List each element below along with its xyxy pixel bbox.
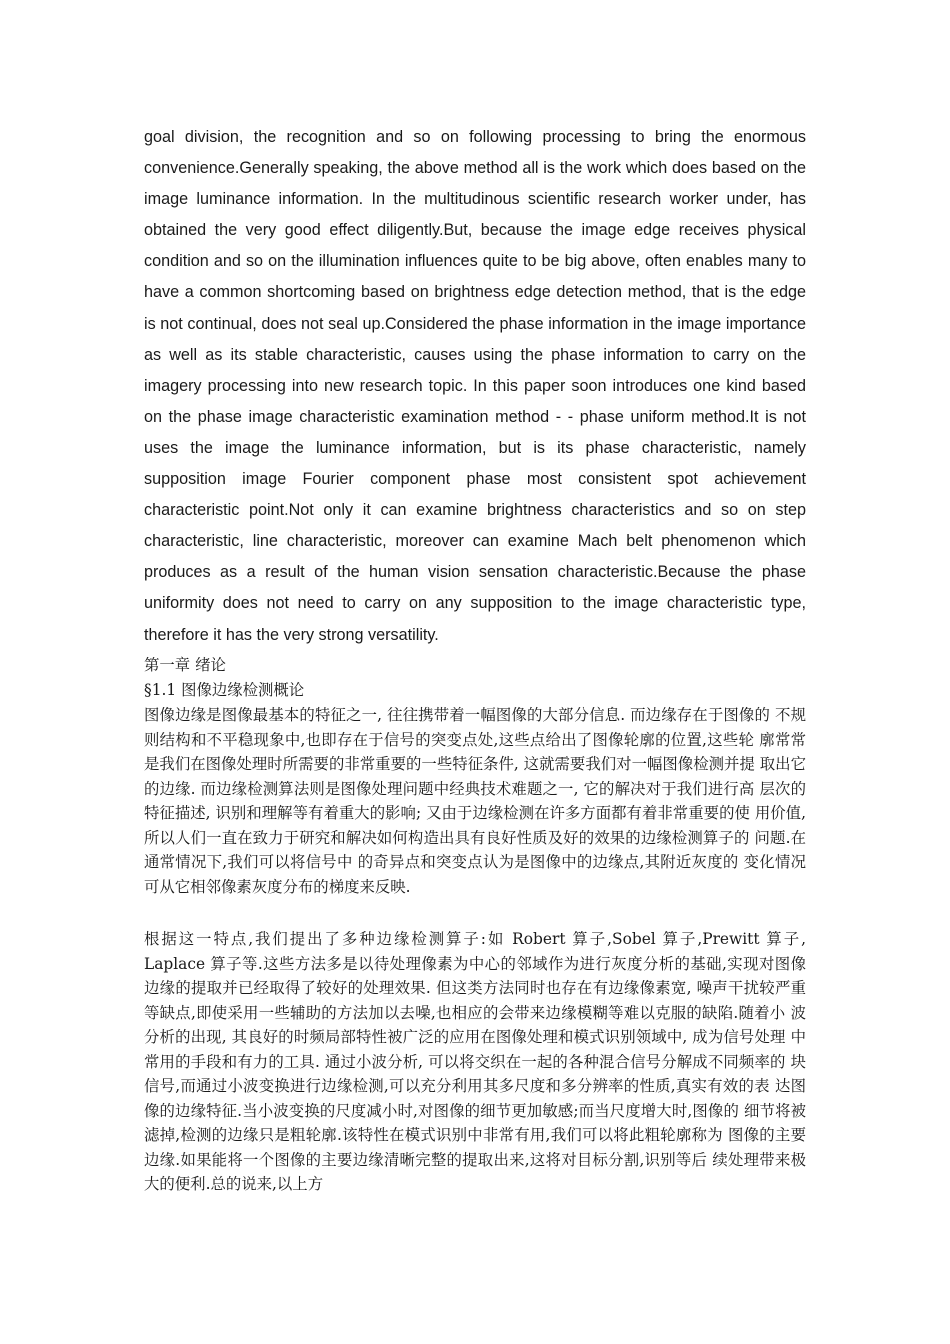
english-abstract-paragraph: goal division, the recognition and so on following processing to bring the enormous convenience.Generally speaking, the above method all is the work which does based on the image luminance information. In the multitudinous scientific research worker under, has obtained the very good effect diligently.But, because the image edge receives physical condition and so on the illumination influences quite to be big above, often enables many to have a common shortcoming based on brightness edge detection method, that is the edge is not continual, does not seal up.Considered the phase information in the image importance as well as its stable characteristic, causes using the phase information to carry on the imagery processing into new research topic. In this paper soon introduces one kind based on the phase image characteristic examination method - - phase uniform method.It is not uses the image the luminance information, but is its phase characteristic, namely supposition image Fourier component phase most consistent spot achievement characteristic point.Not only it can examine brightness characteristics and so on step characteristic, line characteristic, moreover can examine Mach belt phenomenon which produces as a result of the human vision sensation characteristic.Because the phase uniformity does not need to carry on any supposition to the image characteristic type, therefore it has the very strong versatility. (144, 128, 806, 644)
section-heading: §1.1 图像边缘检测概论 (144, 681, 305, 699)
body-paragraph-1: 图像边缘是图像最基本的特征之一, 往往携带着一幅图像的大部分信息. 而边缘存在于图像的 不规则结构和不平稳现象中,也即存在于信号的突变点处,这些点给出了图像轮廓的位置,这些轮 廓常常是我们在图像处理时所需要的非常重要的一些特征条件, 这就需要我们对一幅图像检测并提 取出它的边缘. 而边缘检测算法则是图像处理问题中经典技术难题之一, 它的解决对于我们进行高 层次的特征描述, 识别和理解等有着重大的影响; 又由于边缘检测在许多方面都有着非常重要的使 用价值, 所以人们一直在致力于研究和解决如何构造出具有良好性质及好的效果的边缘检测算子的 问题.在通常情况下,我们可以将信号中 的奇异点和突变点认为是图像中的边缘点,其附近灰度的 变化情况可从它相邻像素灰度分布的梯度来反映. (144, 706, 806, 896)
body-paragraph-2: 根据这一特点,我们提出了多种边缘检测算子:如 Robert 算子,Sobel 算子,Prewitt 算子, Laplace 算子等.这些方法多是以待处理像素为中心的邻域作为进行灰度分析的基础,实现对图像 边缘的提取并已经取得了较好的处理效果. 但这类方法同时也存在有边缘像素宽, 噪声干扰较严重 等缺点,即使采用一些辅助的方法加以去噪,也相应的会带来边缘模糊等难以克服的缺陷.随着小 波分析的出现, 其良好的时频局部特性被广泛的应用在图像处理和模式识别领域中, 成为信号处理 中常用的手段和有力的工具. 通过小波分析, 可以将交织在一起的各种混合信号分解成不同频率的 块信号,而通过小波变换进行边缘检测,可以充分利用其多尺度和多分辨率的性质,真实有效的表 达图像的边缘特征.当小波变换的尺度减小时,对图像的细节更加敏感;而当尺度增大时,图像的 细节将被滤掉,检测的边缘只是粗轮廓.该特性在模式识别中非常有用,我们可以将此粗轮廓称为 图像的主要边缘.如果能将一个图像的主要边缘清晰完整的提取出来,这将对目标分割,识别等后 续处理带来极大的便利.总的说来,以上方 (144, 930, 806, 1193)
chapter-heading: 第一章 绪论 (144, 656, 226, 674)
